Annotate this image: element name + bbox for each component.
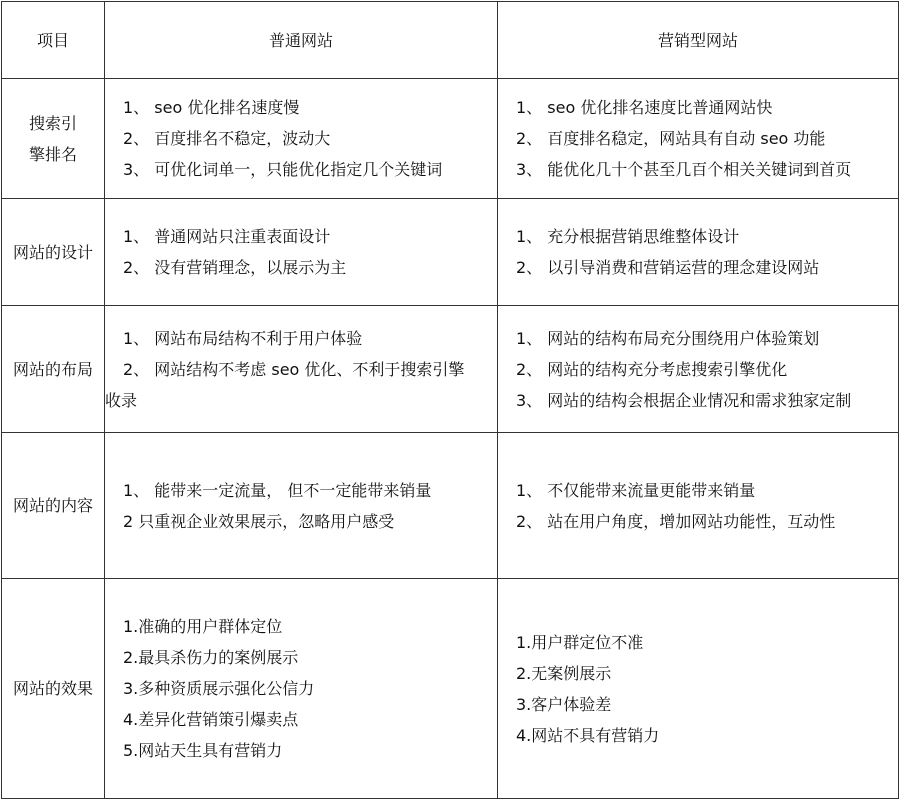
row-label-layout: 网站的布局	[2, 306, 105, 433]
list-item: 2 只重视企业效果展示，忽略用户感受	[123, 511, 395, 531]
table-row	[2, 579, 899, 799]
list-item: 1、 普通网站只注重表面设计	[123, 227, 331, 246]
ordinary-cell	[105, 433, 498, 579]
table-row	[2, 433, 899, 579]
comparison-table	[1, 1, 899, 799]
list-item: 2、 百度排名不稳定，波动大	[123, 129, 331, 148]
list-item: 4.网站不具有营销力	[516, 725, 660, 745]
row-label-line: 搜索引	[28, 113, 77, 133]
header-row	[2, 2, 899, 79]
list-item: 2、 网站的结构充分考虑搜索引擎优化	[516, 359, 788, 379]
ordinary-cell	[105, 199, 498, 306]
marketing-cell	[498, 579, 899, 799]
list-item: 1、 充分根据营销思维整体设计	[516, 227, 740, 246]
list-item: 5.网站天生具有营销力	[123, 741, 283, 760]
header-item: 项目	[2, 2, 105, 79]
list-item: 1、 seo 优化排名速度慢	[123, 98, 300, 117]
list-item: 3、 能优化几十个甚至几百个相关关键词到首页	[516, 160, 852, 179]
row-label-design: 网站的设计	[2, 199, 105, 306]
list-item: 2、 百度排名稳定，网站具有自动 seo 功能	[516, 129, 826, 148]
marketing-cell	[498, 79, 899, 199]
list-item: 1、 网站的结构布局充分围绕用户体验策划	[516, 328, 820, 348]
list-item: 4.差异化营销策引爆卖点	[123, 710, 299, 729]
marketing-cell	[498, 199, 899, 306]
row-label-content: 网站的内容	[2, 433, 105, 579]
row-label-effect: 网站的效果	[2, 579, 105, 799]
list-item: 1.准确的用户群体定位	[123, 617, 283, 636]
list-item: 3.客户体验差	[516, 694, 612, 714]
header-ordinary-site: 普通网站	[105, 2, 498, 79]
list-item: 2、 网站结构不考虑 seo 优化、不利于搜索引擎	[123, 359, 465, 379]
list-item: 2.最具杀伤力的案例展示	[123, 648, 299, 667]
ordinary-cell	[105, 79, 498, 199]
row-label-search-ranking	[2, 79, 105, 199]
list-item: 1.用户群定位不准	[516, 632, 644, 652]
list-item: 1、 网站布局结构不利于用户体验	[123, 328, 363, 348]
marketing-cell	[498, 306, 899, 433]
list-item: 2、 没有营销理念，以展示为主	[123, 258, 347, 277]
ordinary-cell	[105, 306, 498, 433]
header-marketing-site: 营销型网站	[498, 2, 899, 79]
list-item: 3.多种资质展示强化公信力	[123, 679, 315, 698]
list-item: 2.无案例展示	[516, 663, 612, 683]
list-item: 2、 站在用户角度，增加网站功能性，互动性	[516, 511, 836, 531]
table-row	[2, 306, 899, 433]
list-item: 3、 可优化词单一，只能优化指定几个关键词	[123, 160, 443, 179]
marketing-cell	[498, 433, 899, 579]
list-item: 1、 能带来一定流量， 但不一定能带来销量	[123, 480, 432, 500]
list-item: 3、 网站的结构会根据企业情况和需求独家定制	[516, 390, 852, 410]
table-row	[2, 199, 899, 306]
table-row	[2, 79, 899, 199]
list-item: 1、 seo 优化排名速度比普通网站快	[516, 98, 773, 117]
list-item: 1、 不仅能带来流量更能带来销量	[516, 480, 756, 500]
row-label-line: 擎排名	[28, 144, 77, 164]
list-item-continuation: 收录	[105, 390, 138, 410]
ordinary-cell	[105, 579, 498, 799]
list-item: 2、 以引导消费和营销运营的理念建设网站	[516, 258, 820, 277]
